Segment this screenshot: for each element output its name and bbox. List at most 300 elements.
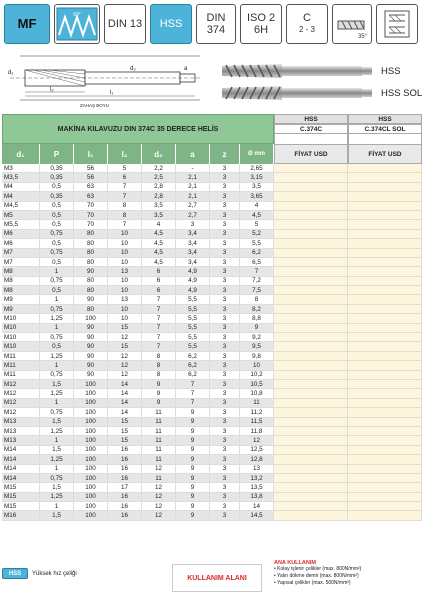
table-cell: 8 bbox=[142, 361, 176, 370]
table-cell: M14 bbox=[2, 446, 40, 455]
table-cell: 4,9 bbox=[176, 286, 210, 295]
price-cell bbox=[348, 502, 422, 511]
price-cell bbox=[274, 418, 348, 427]
table-cell: 10 bbox=[108, 249, 142, 258]
price-cell bbox=[274, 295, 348, 304]
price-cell bbox=[274, 230, 348, 239]
table-cell: 8 bbox=[240, 295, 274, 304]
price-cell bbox=[274, 511, 348, 520]
table-cell: 0,75 bbox=[40, 333, 74, 342]
table-cell: 9 bbox=[176, 418, 210, 427]
col-l2: l₂ bbox=[108, 144, 142, 164]
col-p: P bbox=[40, 144, 74, 164]
table-cell: M13 bbox=[2, 436, 40, 445]
price-cell bbox=[274, 361, 348, 370]
table-row bbox=[2, 239, 422, 248]
din374-badge: DIN 374 bbox=[196, 4, 236, 44]
table-cell: 10 bbox=[108, 305, 142, 314]
table-row bbox=[2, 183, 422, 192]
table-cell: 4,5 bbox=[142, 239, 176, 248]
table-cell: 4 bbox=[142, 220, 176, 229]
table-cell: 3 bbox=[210, 371, 240, 380]
table-cell: 2,1 bbox=[176, 183, 210, 192]
table-cell: 11 bbox=[142, 418, 176, 427]
table-cell: M8 bbox=[2, 267, 40, 276]
price-cell bbox=[274, 399, 348, 408]
hss-legend bbox=[2, 568, 77, 579]
table-cell: 1,5 bbox=[40, 483, 74, 492]
table-cell: 14 bbox=[108, 380, 142, 389]
table-cell: 90 bbox=[74, 342, 108, 351]
table-cell: 13 bbox=[108, 267, 142, 276]
table-cell: 1,5 bbox=[40, 418, 74, 427]
table-cell: 7 bbox=[176, 380, 210, 389]
price-cell bbox=[274, 239, 348, 248]
hss-badge: HSS bbox=[150, 4, 192, 44]
table-cell: M11 bbox=[2, 361, 40, 370]
table-cell: M12 bbox=[2, 399, 40, 408]
table-cell: 100 bbox=[74, 465, 108, 474]
table-cell: 11 bbox=[142, 427, 176, 436]
price-cell bbox=[348, 164, 422, 173]
table-cell: 80 bbox=[74, 258, 108, 267]
table-cell: 5,5 bbox=[240, 239, 274, 248]
table-cell: 1,5 bbox=[40, 446, 74, 455]
table-cell: 3 bbox=[210, 211, 240, 220]
price-cell bbox=[348, 389, 422, 398]
table-row bbox=[2, 324, 422, 333]
spiral-flute-icon bbox=[332, 4, 372, 44]
price-cell bbox=[348, 211, 422, 220]
table-cell: 1,25 bbox=[40, 314, 74, 323]
table-cell: 2,65 bbox=[240, 164, 274, 173]
table-cell: 6,2 bbox=[176, 361, 210, 370]
table-cell: 9 bbox=[176, 465, 210, 474]
table-cell: M8 bbox=[2, 286, 40, 295]
table-cell: 12,5 bbox=[240, 446, 274, 455]
table-cell: 15 bbox=[108, 436, 142, 445]
price-cell bbox=[274, 192, 348, 201]
table-cell: 3 bbox=[210, 342, 240, 351]
table-cell: M5 bbox=[2, 211, 40, 220]
table-cell: 16 bbox=[108, 511, 142, 520]
table-cell: 0,5 bbox=[40, 211, 74, 220]
price-cell bbox=[274, 258, 348, 267]
d2-label: d₂ bbox=[130, 66, 136, 72]
table-cell: 70 bbox=[74, 202, 108, 211]
table-cell: 12 bbox=[108, 361, 142, 370]
table-cell: 1,5 bbox=[40, 380, 74, 389]
table-cell: 9 bbox=[176, 436, 210, 445]
table-cell: 11 bbox=[142, 446, 176, 455]
table-cell: 15 bbox=[108, 427, 142, 436]
table-cell: 0,5 bbox=[40, 239, 74, 248]
table-row bbox=[2, 192, 422, 201]
table-cell: 10 bbox=[240, 361, 274, 370]
table-cell: 11,2 bbox=[240, 408, 274, 417]
table-cell: 12 bbox=[142, 502, 176, 511]
table-cell: 0,75 bbox=[40, 277, 74, 286]
table-cell: 0,75 bbox=[40, 230, 74, 239]
table-cell: 90 bbox=[74, 267, 108, 276]
table-cell: 7 bbox=[142, 314, 176, 323]
table-cell: 0,75 bbox=[40, 249, 74, 258]
price-cell bbox=[348, 230, 422, 239]
table-cell: 4,5 bbox=[142, 230, 176, 239]
table-cell: 3 bbox=[210, 267, 240, 276]
table-cell: 3 bbox=[210, 427, 240, 436]
table-cell: 5,5 bbox=[176, 305, 210, 314]
table-cell: 10 bbox=[108, 230, 142, 239]
table-cell: 3 bbox=[210, 389, 240, 398]
table-cell: 12 bbox=[142, 483, 176, 492]
table-cell: 100 bbox=[74, 399, 108, 408]
table-cell: 100 bbox=[74, 483, 108, 492]
table-cell: 1 bbox=[40, 267, 74, 276]
price-cell bbox=[274, 164, 348, 173]
table-cell: 5,5 bbox=[176, 342, 210, 351]
hss-sol-tap-label: HSS SOL bbox=[381, 88, 423, 99]
table-cell: 1,25 bbox=[40, 352, 74, 361]
table-row bbox=[2, 465, 422, 474]
table-cell: 11 bbox=[142, 408, 176, 417]
table-cell: M11 bbox=[2, 371, 40, 380]
table-cell: 13,2 bbox=[240, 474, 274, 483]
price-cell bbox=[348, 352, 422, 361]
table-cell: 2,1 bbox=[176, 192, 210, 201]
column-headers bbox=[2, 144, 274, 164]
code-c374c: C.374C bbox=[274, 124, 348, 134]
table-cell: 0,75 bbox=[40, 474, 74, 483]
table-row bbox=[2, 436, 422, 445]
table-cell: 2,8 bbox=[142, 183, 176, 192]
tap-dimension-drawing bbox=[0, 48, 210, 110]
table-row bbox=[2, 202, 422, 211]
table-cell: 0,35 bbox=[40, 164, 74, 173]
table-cell: M6 bbox=[2, 239, 40, 248]
table-cell: M7 bbox=[2, 258, 40, 267]
table-cell: 9,8 bbox=[240, 352, 274, 361]
table-cell: 9 bbox=[176, 474, 210, 483]
table-cell: 3 bbox=[210, 465, 240, 474]
table-cell: M13 bbox=[2, 427, 40, 436]
table-cell: 5,5 bbox=[176, 295, 210, 304]
table-row bbox=[2, 446, 422, 455]
col-d1: d₁ bbox=[2, 144, 40, 164]
table-cell: 4,5 bbox=[142, 249, 176, 258]
table-cell: 6 bbox=[142, 267, 176, 276]
main-usage-line: • Yapısal çelikler (max. 500N/mm²) bbox=[274, 580, 351, 586]
table-cell: 10 bbox=[108, 286, 142, 295]
price-cell bbox=[274, 408, 348, 417]
table-cell: 16 bbox=[108, 474, 142, 483]
price-cell bbox=[348, 192, 422, 201]
table-cell: 3 bbox=[210, 173, 240, 182]
table-row bbox=[2, 277, 422, 286]
col-drill-diameter: Ø mm bbox=[240, 144, 274, 164]
table-row bbox=[2, 305, 422, 314]
table-cell: 90 bbox=[74, 371, 108, 380]
table-cell: 4,9 bbox=[176, 277, 210, 286]
table-cell: 6,2 bbox=[176, 371, 210, 380]
table-cell: 3 bbox=[210, 408, 240, 417]
price-cell bbox=[274, 324, 348, 333]
table-cell: 5,5 bbox=[176, 324, 210, 333]
price-cell bbox=[274, 446, 348, 455]
table-cell: 9 bbox=[176, 493, 210, 502]
table-row bbox=[2, 164, 422, 173]
table-cell: 1,25 bbox=[40, 493, 74, 502]
price-cell bbox=[348, 267, 422, 276]
table-cell: 15 bbox=[108, 342, 142, 351]
table-cell: 1,5 bbox=[40, 511, 74, 520]
table-cell: 3 bbox=[210, 220, 240, 229]
table-cell: 5,5 bbox=[176, 333, 210, 342]
table-cell: 6 bbox=[142, 286, 176, 295]
table-cell: 80 bbox=[74, 305, 108, 314]
table-cell: 3,65 bbox=[240, 192, 274, 201]
table-cell: 100 bbox=[74, 511, 108, 520]
table-cell: 100 bbox=[74, 380, 108, 389]
table-cell: 7 bbox=[240, 267, 274, 276]
table-cell: 100 bbox=[74, 446, 108, 455]
table-cell: 7 bbox=[142, 333, 176, 342]
table-cell: 12 bbox=[240, 436, 274, 445]
table-cell: 10 bbox=[108, 277, 142, 286]
col-z: z bbox=[210, 144, 240, 164]
table-cell: 11 bbox=[142, 474, 176, 483]
table-row bbox=[2, 399, 422, 408]
table-cell: 5 bbox=[108, 164, 142, 173]
table-cell: 17 bbox=[108, 483, 142, 492]
table-cell: 14 bbox=[108, 408, 142, 417]
table-cell: 100 bbox=[74, 436, 108, 445]
price-cell bbox=[348, 418, 422, 427]
table-cell: M14 bbox=[2, 474, 40, 483]
price-header-1: FİYAT USD bbox=[274, 144, 348, 164]
table-cell: 7,5 bbox=[240, 286, 274, 295]
table-cell: 5 bbox=[240, 220, 274, 229]
table-cell: 80 bbox=[74, 230, 108, 239]
table-row bbox=[2, 502, 422, 511]
table-cell: 15 bbox=[108, 324, 142, 333]
table-cell: 90 bbox=[74, 352, 108, 361]
table-row bbox=[2, 455, 422, 464]
table-cell: M7 bbox=[2, 249, 40, 258]
table-cell: 7 bbox=[142, 342, 176, 351]
table-cell: 6,5 bbox=[240, 258, 274, 267]
table-cell: 9 bbox=[176, 446, 210, 455]
table-cell: 0,75 bbox=[40, 371, 74, 380]
table-cell: 0,5 bbox=[40, 183, 74, 192]
table-cell: 6 bbox=[108, 173, 142, 182]
table-cell: 3 bbox=[210, 324, 240, 333]
price-cell bbox=[274, 342, 348, 351]
table-cell: 100 bbox=[74, 474, 108, 483]
table-cell: 14 bbox=[108, 389, 142, 398]
table-cell: M9 bbox=[2, 295, 40, 304]
price-cell bbox=[348, 277, 422, 286]
table-cell: 10,2 bbox=[240, 371, 274, 380]
table-cell: M11 bbox=[2, 352, 40, 361]
l1-label: l₁ bbox=[110, 90, 114, 96]
price-cell bbox=[348, 220, 422, 229]
table-cell: 10 bbox=[108, 239, 142, 248]
table-cell: 100 bbox=[74, 418, 108, 427]
svg-text:60°: 60° bbox=[73, 12, 81, 18]
table-row bbox=[2, 267, 422, 276]
table-cell: 0,5 bbox=[40, 258, 74, 267]
table-cell: 63 bbox=[74, 183, 108, 192]
table-cell: 7 bbox=[176, 389, 210, 398]
table-cell: 100 bbox=[74, 493, 108, 502]
table-row bbox=[2, 249, 422, 258]
table-row bbox=[2, 211, 422, 220]
price-cell bbox=[274, 173, 348, 182]
table-cell: M16 bbox=[2, 511, 40, 520]
table-cell: 80 bbox=[74, 239, 108, 248]
table-cell: 3 bbox=[210, 399, 240, 408]
table-cell: 8 bbox=[108, 211, 142, 220]
hss-legend-text: Yüksek hız çeliği bbox=[32, 570, 77, 577]
table-row bbox=[2, 314, 422, 323]
table-cell: 3,4 bbox=[176, 230, 210, 239]
table-cell: 56 bbox=[74, 164, 108, 173]
table-cell: 7 bbox=[142, 324, 176, 333]
table-cell: 5,2 bbox=[240, 230, 274, 239]
table-cell: 56 bbox=[74, 173, 108, 182]
table-cell: 100 bbox=[74, 427, 108, 436]
table-cell: 9 bbox=[176, 483, 210, 492]
table-cell: 1,25 bbox=[40, 455, 74, 464]
table-row bbox=[2, 408, 422, 417]
table-cell: 2,2 bbox=[142, 164, 176, 173]
table-cell: 70 bbox=[74, 220, 108, 229]
price-cell bbox=[274, 267, 348, 276]
hss-header-1: HSS bbox=[274, 114, 348, 124]
table-cell: 90 bbox=[74, 361, 108, 370]
price-cell bbox=[274, 202, 348, 211]
table-cell: 3 bbox=[210, 474, 240, 483]
table-cell: 12 bbox=[108, 371, 142, 380]
table-cell: 80 bbox=[74, 286, 108, 295]
table-cell: 0,5 bbox=[40, 202, 74, 211]
table-body bbox=[2, 164, 422, 521]
table-cell: 3 bbox=[210, 446, 240, 455]
table-cell: 12,8 bbox=[240, 455, 274, 464]
table-cell: 12 bbox=[108, 352, 142, 361]
table-cell: 3 bbox=[210, 361, 240, 370]
iso-badge: ISO 2 6H bbox=[240, 4, 282, 44]
table-cell: M13 bbox=[2, 418, 40, 427]
table-cell: 3 bbox=[210, 455, 240, 464]
table-cell: 9 bbox=[240, 324, 274, 333]
table-cell: 3,5 bbox=[142, 202, 176, 211]
table-cell: 9 bbox=[176, 511, 210, 520]
price-cell bbox=[348, 511, 422, 520]
price-cell bbox=[348, 408, 422, 417]
price-cell bbox=[274, 502, 348, 511]
helix-angle: 35° bbox=[358, 34, 368, 40]
table-cell: M10 bbox=[2, 342, 40, 351]
table-title: MAKİNA KILAVUZU DIN 374C 35 DERECE HELİS bbox=[2, 114, 274, 144]
table-cell: 9,2 bbox=[240, 333, 274, 342]
table-cell: 1 bbox=[40, 295, 74, 304]
col-a: a bbox=[176, 144, 210, 164]
price-cell bbox=[274, 352, 348, 361]
code-spacer-2 bbox=[348, 134, 422, 144]
table-cell: 2,8 bbox=[142, 192, 176, 201]
d1-label: d₁ bbox=[8, 70, 14, 76]
table-cell: 3,4 bbox=[176, 249, 210, 258]
table-cell: 3 bbox=[176, 220, 210, 229]
price-cell bbox=[348, 371, 422, 380]
table-cell: M15 bbox=[2, 502, 40, 511]
table-cell: 0,5 bbox=[40, 286, 74, 295]
table-cell: 8 bbox=[142, 352, 176, 361]
table-cell: 90 bbox=[74, 295, 108, 304]
table-cell: 3 bbox=[210, 183, 240, 192]
table-cell: M6 bbox=[2, 230, 40, 239]
table-cell: 3,4 bbox=[176, 239, 210, 248]
table-cell: 9 bbox=[176, 455, 210, 464]
price-cell bbox=[274, 249, 348, 258]
table-cell: 0,75 bbox=[40, 408, 74, 417]
table-row bbox=[2, 380, 422, 389]
price-cell bbox=[274, 427, 348, 436]
table-cell: 3 bbox=[210, 483, 240, 492]
table-cell: 13 bbox=[240, 465, 274, 474]
table-cell: 100 bbox=[74, 502, 108, 511]
table-cell: 4,5 bbox=[240, 211, 274, 220]
table-row bbox=[2, 220, 422, 229]
price-cell bbox=[274, 305, 348, 314]
price-cell bbox=[348, 465, 422, 474]
table-cell: 7 bbox=[142, 305, 176, 314]
price-cell bbox=[348, 427, 422, 436]
price-cell bbox=[348, 342, 422, 351]
table-cell: 11,5 bbox=[240, 418, 274, 427]
table-cell: 3 bbox=[210, 286, 240, 295]
table-cell: 3 bbox=[210, 352, 240, 361]
table-cell: M3,5 bbox=[2, 173, 40, 182]
table-cell: 10,8 bbox=[240, 389, 274, 398]
table-cell: M14 bbox=[2, 455, 40, 464]
price-cell bbox=[348, 380, 422, 389]
table-row bbox=[2, 418, 422, 427]
table-cell: 2,7 bbox=[176, 202, 210, 211]
price-cell bbox=[348, 455, 422, 464]
table-cell: 90 bbox=[74, 333, 108, 342]
table-cell: 100 bbox=[74, 455, 108, 464]
spec-badges bbox=[4, 4, 420, 48]
table-cell: 3 bbox=[210, 493, 240, 502]
price-cell bbox=[274, 474, 348, 483]
table-cell: 63 bbox=[74, 192, 108, 201]
table-cell: 8 bbox=[142, 371, 176, 380]
price-cell bbox=[274, 483, 348, 492]
table-cell: 3 bbox=[210, 192, 240, 201]
table-cell: 3,5 bbox=[142, 211, 176, 220]
table-cell: 1,25 bbox=[40, 389, 74, 398]
table-cell: 8 bbox=[108, 202, 142, 211]
table-cell: 1,25 bbox=[40, 427, 74, 436]
price-cell bbox=[348, 286, 422, 295]
table-cell: 1 bbox=[40, 361, 74, 370]
table-cell: 100 bbox=[74, 314, 108, 323]
table-cell: 8,2 bbox=[240, 305, 274, 314]
table-row bbox=[2, 173, 422, 182]
